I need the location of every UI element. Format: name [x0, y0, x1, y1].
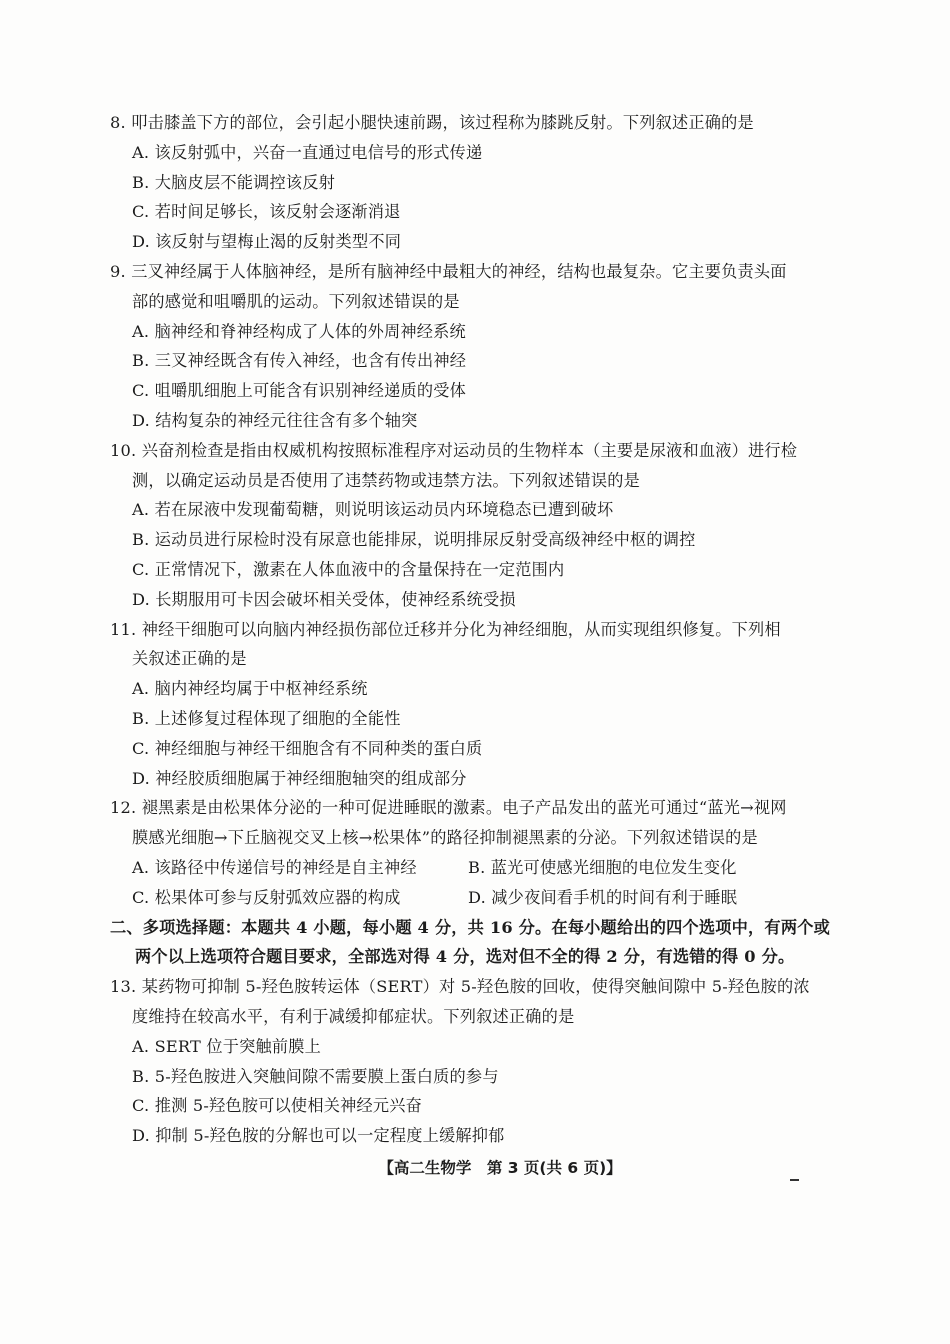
q11-option-d: D. 神经胶质细胞属于神经细胞轴突的组成部分 [132, 768, 467, 788]
q10-stem-line-1: 10. 兴奋剂检查是指由权威机构按照标准程序对运动员的生物样本（主要是尿液和血液）进行检 [110, 440, 798, 460]
q13-option-d: D. 抑制 5-羟色胺的分解也可以一定程度上缓解抑郁 [132, 1126, 505, 1146]
q11-option-a: A. 脑内神经均属于中枢神经系统 [132, 679, 368, 699]
question-list [110, 108, 830, 1151]
q8-option-d: D. 该反射与望梅止渴的反射类型不同 [132, 232, 402, 252]
section-2-heading: 二、多项选择题：本题共 4 小题，每小题 4 分，共 16 分。在每小题给出的四个选项中，有两个或 [110, 917, 830, 937]
q13-option-a: A. SERT 位于突触前膜上 [132, 1036, 322, 1056]
q12-stem-line-2: 膜感光细胞→下丘脑视交叉上核→松果体”的路径抑制褪黑素的分泌。下列叙述错误的是 [132, 828, 758, 848]
q12-option-b: B. 蓝光可使感光细胞的电位发生变化 [468, 857, 737, 877]
q13-stem-line-1: 13. 某药物可抑制 5-羟色胺转运体（SERT）对 5-羟色胺的回收，使得突触间隙中 5-羟色胺的浓 [110, 977, 810, 997]
q13-stem-line-2: 度维持在较高水平，有利于减缓抑郁症状。下列叙述正确的是 [132, 1006, 575, 1026]
q8-stem: 8. 叩击膝盖下方的部位，会引起小腿快速前踢，该过程称为膝跳反射。下列叙述正确的是 [110, 113, 754, 132]
q10-option-d: D. 长期服用可卡因会破坏相关受体，使神经系统受损 [132, 589, 516, 609]
scan-mark [790, 1179, 799, 1181]
q11-stem-line-1: 11. 神经干细胞可以向脑内神经损伤部位迁移并分化为神经细胞，从而实现组织修复。下列相 [110, 619, 781, 639]
q11-stem-line-2: 关叙述正确的是 [132, 649, 247, 669]
q12-option-d: D. 减少夜间看手机的时间有利于睡眠 [468, 887, 738, 907]
q9-option-d: D. 结构复杂的神经元往往含有多个轴突 [132, 410, 418, 430]
q13-option-c: C. 推测 5-羟色胺可以使相关神经元兴奋 [132, 1096, 423, 1116]
q8-option-a: A. 该反射弧中，兴奋一直通过电信号的形式传递 [132, 142, 483, 162]
q9-option-c: C. 咀嚼肌细胞上可能含有识别神经递质的受体 [132, 381, 467, 401]
section-2-instructions: 两个以上选项符合题目要求，全部选对得 4 分，选对但不全的得 2 分，有选错的得 0 分。 [135, 947, 795, 967]
q9-stem-line-2: 部的感觉和咀嚼肌的运动。下列叙述错误的是 [132, 291, 460, 311]
q12-options-row-1 [110, 853, 810, 883]
q10-option-a: A. 若在尿液中发现葡萄糖，则说明该运动员内环境稳态已遭到破坏 [132, 500, 614, 520]
q9-option-b: B. 三叉神经既含有传入神经，也含有传出神经 [132, 351, 467, 371]
q11-option-c: C. 神经细胞与神经干细胞含有不同种类的蛋白质 [132, 738, 483, 758]
q10-stem-line-2: 测，以确定运动员是否使用了违禁药物或违禁方法。下列叙述错误的是 [132, 470, 641, 490]
q13-option-b: B. 5-羟色胺进入突触间隙不需要膜上蛋白质的参与 [132, 1066, 499, 1086]
q11-option-b: B. 上述修复过程体现了细胞的全能性 [132, 708, 401, 728]
q9-option-a: A. 脑神经和脊神经构成了人体的外周神经系统 [132, 321, 466, 341]
q12-option-c: C. 松果体可参与反射弧效应器的构成 [132, 887, 401, 907]
q9-stem-line-1: 9. 三叉神经属于人体脑神经，是所有脑神经中最粗大的神经，结构也最复杂。它主要负责头面 [110, 261, 787, 281]
q12-options-row-2 [110, 883, 810, 913]
q12-option-a: A. 该路径中传递信号的神经是自主神经 [132, 857, 417, 877]
q10-option-c: C. 正常情况下，激素在人体血液中的含量保持在一定范围内 [132, 559, 565, 579]
q10-option-b: B. 运动员进行尿检时没有尿意也能排尿，说明排尿反射受高级神经中枢的调控 [132, 530, 696, 550]
q8-option-c: C. 若时间足够长，该反射会逐渐消退 [132, 202, 401, 222]
q8-option-b: B. 大脑皮层不能调控该反射 [132, 172, 336, 192]
page-footer: 【高二生物学 第 3 页(共 6 页)】 [378, 1159, 622, 1177]
q12-stem-line-1: 12. 褪黑素是由松果体分泌的一种可促进睡眠的激素。电子产品发出的蓝光可通过“蓝光→视网 [110, 798, 787, 818]
